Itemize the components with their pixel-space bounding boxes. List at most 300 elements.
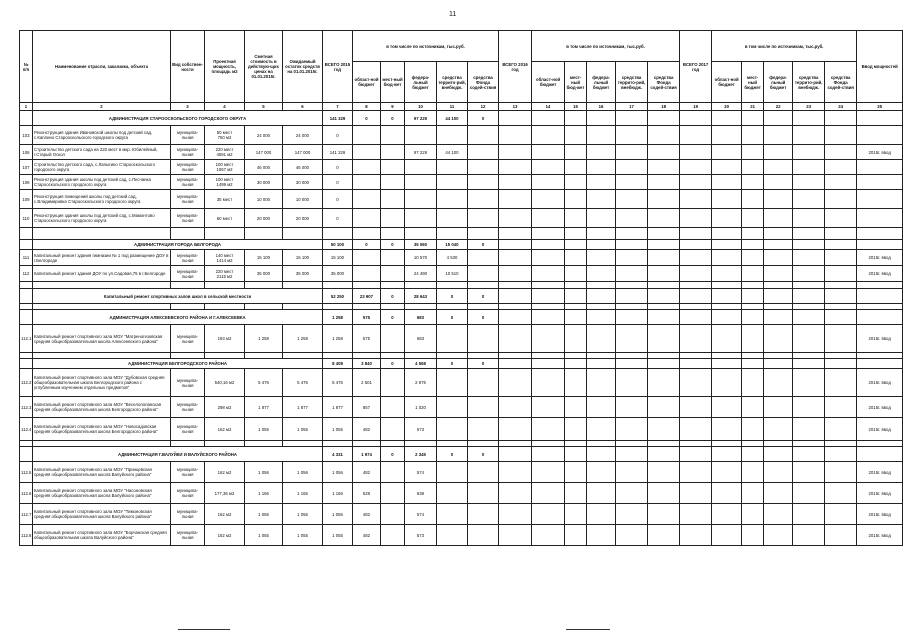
table-cell: 528 [353, 483, 381, 504]
table-cell: 10 570 [405, 250, 437, 266]
table-cell [353, 190, 381, 209]
header-name: Наименование отрасли, заказчика, объекта [33, 31, 171, 103]
object-name: Капитальный ремонт спортивного зала МОУ "Дубовская средняя общеобразовательная школа Белгородского района с углубленным изучением отдельных предметов" [33, 369, 171, 397]
table-cell [742, 359, 764, 369]
section-title: АДМИНИСТРАЦИЯ Г.ВАЛУЙКИ И ВАЛУЙСКОГО РАЙОНА [33, 447, 323, 462]
table-cell [353, 126, 381, 145]
table-cell: 1 877 [323, 397, 353, 418]
table-cell: 147 000 [245, 145, 283, 160]
table-cell: 0 [323, 190, 353, 209]
page-number: 11 [449, 11, 457, 18]
column-number: 16 [587, 103, 616, 111]
table-cell [468, 418, 499, 441]
sub-header: средства Фонда содей-ствия [825, 62, 857, 103]
table-cell: 857 [353, 397, 381, 418]
table-cell [565, 111, 587, 126]
table-cell [712, 282, 742, 289]
object-name: Реконструкция помещений школы под детский сад, с.Владимировка Старооскольского городского округа [33, 190, 171, 209]
table-cell [499, 282, 532, 289]
column-number: 5 [245, 103, 283, 111]
table-cell: 0 [323, 209, 353, 228]
sub-header: мест-ный бюд-жет [565, 62, 587, 103]
table-cell [616, 504, 648, 525]
table-cell [648, 504, 680, 525]
table-cell [532, 369, 565, 397]
table-cell [793, 282, 825, 289]
table-cell: 1 056 [283, 504, 323, 525]
table-cell [712, 240, 742, 250]
table-cell: 220 мест 4591 м2 [205, 145, 245, 160]
table-cell: 0 [437, 289, 468, 304]
table-row [20, 209, 903, 228]
section-row [20, 359, 903, 369]
commission-cell [857, 240, 903, 250]
table-cell [648, 228, 680, 240]
table-cell [532, 240, 565, 250]
object-name: Реконструкция здания школы под детский сад, с.Мамонтово Старооскольского городского округа [33, 209, 171, 228]
commission-cell [857, 289, 903, 304]
commission-cell: 2015г. ввод [857, 504, 903, 525]
table-cell [764, 418, 793, 441]
table-cell [565, 325, 587, 353]
table-cell: 2 975 [405, 369, 437, 397]
table-cell [437, 282, 468, 289]
table-cell [587, 325, 616, 353]
object-name: Капитальный ремонт спортивного зала МОУ "Насоновская средняя общеобразовательная школа Валуйского района" [33, 483, 171, 504]
table-cell [648, 190, 680, 209]
table-cell [742, 504, 764, 525]
table-cell [381, 175, 405, 190]
table-cell [405, 209, 437, 228]
table-cell [565, 190, 587, 209]
table-cell [381, 282, 405, 289]
table-cell: 46 000 [283, 160, 323, 175]
column-number: 19 [680, 103, 712, 111]
table-cell: 683 [405, 310, 437, 325]
table-cell [323, 282, 353, 289]
table-cell: 2 345 [405, 447, 437, 462]
table-cell [532, 397, 565, 418]
table-cell [648, 462, 680, 483]
table-cell [616, 250, 648, 266]
table-cell [742, 310, 764, 325]
table-cell [764, 483, 793, 504]
table-cell: муниципа-льная [171, 175, 205, 190]
table-cell [742, 369, 764, 397]
table-cell [468, 266, 499, 282]
table-cell [437, 175, 468, 190]
table-cell [825, 483, 857, 504]
table-cell: 46 000 [245, 160, 283, 175]
table-cell: 44 100 [437, 145, 468, 160]
table-cell [565, 160, 587, 175]
table-row [20, 397, 903, 418]
table-cell: 0 [437, 359, 468, 369]
table-cell [742, 289, 764, 304]
table-cell: 1 055 [245, 418, 283, 441]
table-cell [616, 483, 648, 504]
table-cell [532, 504, 565, 525]
column-number: 4 [205, 103, 245, 111]
table-cell [764, 310, 793, 325]
table-row [20, 525, 903, 546]
table-cell [587, 289, 616, 304]
footer-rule [178, 629, 230, 630]
table-cell [793, 504, 825, 525]
header-sources-2017: в том числе по источникам, тыс.руб. [712, 31, 857, 62]
table-cell [742, 145, 764, 160]
table-cell: 106 [20, 145, 33, 160]
header-remain: Ожидаемый остаток средств на 01.01.2015г. [283, 31, 323, 103]
table-cell [793, 462, 825, 483]
table-cell [764, 325, 793, 353]
table-cell: 44 100 [437, 111, 468, 126]
table-cell [680, 504, 712, 525]
table-cell [616, 462, 648, 483]
table-cell: 482 [353, 504, 381, 525]
table-cell [764, 397, 793, 418]
table-cell [712, 145, 742, 160]
table-cell: 35 мест [205, 190, 245, 209]
table-cell [437, 504, 468, 525]
table-cell: 0 [353, 240, 381, 250]
table-cell: 4 331 [323, 447, 353, 462]
table-cell [793, 250, 825, 266]
table-cell [437, 228, 468, 240]
table-cell [793, 525, 825, 546]
table-cell [587, 228, 616, 240]
table-cell [712, 160, 742, 175]
table-cell: 0 [381, 289, 405, 304]
table-cell: муниципа-льная [171, 504, 205, 525]
commission-cell: 2015г. ввод [857, 483, 903, 504]
table-cell [532, 289, 565, 304]
table-cell: 1 056 [323, 504, 353, 525]
table-cell: 193 м2 [205, 325, 245, 353]
commission-cell [857, 359, 903, 369]
table-cell: муниципа-льная [171, 483, 205, 504]
table-cell [499, 240, 532, 250]
table-cell [648, 266, 680, 282]
header-sources-2015: в том числе по источникам, тыс.руб. [353, 31, 499, 62]
table-cell [648, 397, 680, 418]
commission-cell: 2015г. ввод [857, 525, 903, 546]
table-cell [381, 504, 405, 525]
column-number: 15 [565, 103, 587, 111]
table-cell [825, 525, 857, 546]
table-cell: 23 907 [353, 289, 381, 304]
table-cell: 15 100 [245, 250, 283, 266]
table-cell [499, 418, 532, 441]
commission-cell [857, 447, 903, 462]
header-num: № п/п [20, 31, 33, 103]
column-number: 14 [532, 103, 565, 111]
table-cell: 573 [405, 418, 437, 441]
table-cell [742, 418, 764, 441]
table-cell: 0 [381, 359, 405, 369]
table-cell [499, 397, 532, 418]
table-cell: 540,16 м2 [205, 369, 245, 397]
table-cell: 5 476 [283, 369, 323, 397]
table-cell [616, 289, 648, 304]
table-cell: 112.8 [20, 525, 33, 546]
table-cell [825, 504, 857, 525]
table-cell [764, 359, 793, 369]
column-number: 1 [20, 103, 33, 111]
table-cell: 3 840 [353, 359, 381, 369]
table-cell [616, 418, 648, 441]
table-cell [764, 462, 793, 483]
column-number: 23 [793, 103, 825, 111]
table-cell: 1 056 [323, 462, 353, 483]
table-cell [712, 126, 742, 145]
table-cell [565, 209, 587, 228]
table-cell [712, 310, 742, 325]
table-cell [565, 250, 587, 266]
header-total-2017: ВСЕГО 2017 год [680, 31, 712, 103]
commission-cell [857, 126, 903, 145]
table-cell: 162 м2 [205, 418, 245, 441]
table-cell: 4 568 [405, 359, 437, 369]
table-cell: 0 [468, 310, 499, 325]
table-cell [381, 228, 405, 240]
table-cell [793, 145, 825, 160]
sub-header: област-ной бюджет [353, 62, 381, 103]
table-cell: 162 м2 [205, 504, 245, 525]
table-cell [825, 418, 857, 441]
table-row [20, 175, 903, 190]
table-cell: муниципа-льная [171, 209, 205, 228]
table-cell [565, 359, 587, 369]
table-cell [680, 447, 712, 462]
table-cell: 112.6 [20, 483, 33, 504]
table-cell [616, 369, 648, 397]
table-cell [680, 228, 712, 240]
table-cell [499, 126, 532, 145]
table-cell [587, 209, 616, 228]
table-cell [565, 282, 587, 289]
table-cell [742, 447, 764, 462]
table-cell [205, 228, 245, 240]
table-cell: 1 258 [283, 325, 323, 353]
table-cell [680, 397, 712, 418]
table-cell [405, 282, 437, 289]
header-commission: Ввод мощностей [857, 31, 903, 103]
table-cell [742, 126, 764, 145]
table-cell: 638 [405, 483, 437, 504]
table-cell [381, 525, 405, 546]
table-row [20, 126, 903, 145]
table-cell [616, 111, 648, 126]
section-title: АДМИНИСТРАЦИЯ СТАРООСКОЛЬСКОГО ГОРОДСКОГО ОКРУГА [33, 111, 323, 126]
table-cell: 0 [353, 111, 381, 126]
table-cell [499, 190, 532, 209]
table-cell [793, 111, 825, 126]
table-cell [712, 209, 742, 228]
table-cell [712, 504, 742, 525]
table-cell [825, 111, 857, 126]
commission-cell: 2015г. ввод [857, 369, 903, 397]
commission-cell [857, 175, 903, 190]
table-cell [680, 483, 712, 504]
object-name [33, 228, 171, 240]
table-cell: 573 [405, 525, 437, 546]
table-cell: 30 000 [245, 175, 283, 190]
table-cell: 0 [437, 447, 468, 462]
table-cell [616, 160, 648, 175]
table-cell [616, 228, 648, 240]
column-number: 21 [742, 103, 764, 111]
table-cell [499, 266, 532, 282]
table-cell [532, 160, 565, 175]
table-cell [712, 483, 742, 504]
table-cell: 24 000 [245, 126, 283, 145]
table-cell: муниципа-льная [171, 369, 205, 397]
table-cell [825, 228, 857, 240]
table-cell: 97 229 [405, 111, 437, 126]
table-cell [764, 266, 793, 282]
header-row-1 [20, 31, 903, 62]
table-cell: 15 100 [283, 250, 323, 266]
table-row [20, 266, 903, 282]
table-cell [648, 359, 680, 369]
table-cell [20, 228, 33, 240]
table-cell [468, 504, 499, 525]
table-cell [825, 462, 857, 483]
section-row [20, 289, 903, 304]
table-cell [712, 418, 742, 441]
spacer-row [20, 228, 903, 240]
table-cell [565, 504, 587, 525]
table-cell [648, 325, 680, 353]
object-name: Капитальный ремонт спортивного зала МОУ "Принцевская средняя общеобразовательная школа Валуйского района" [33, 462, 171, 483]
table-cell: 20 000 [283, 209, 323, 228]
table-cell [565, 310, 587, 325]
table-cell [764, 504, 793, 525]
column-number: 3 [171, 103, 205, 111]
table-cell [565, 462, 587, 483]
table-cell [353, 228, 381, 240]
table-cell [793, 175, 825, 190]
table-cell [468, 160, 499, 175]
table-cell [381, 145, 405, 160]
section-title: АДМИНИСТРАЦИЯ АЛЕКСЕЕВСКОГО РАЙОНА И Г.АЛЕКСЕЕВКА [33, 310, 323, 325]
table-cell [283, 282, 323, 289]
table-cell [712, 462, 742, 483]
table-cell [587, 126, 616, 145]
table-cell [437, 325, 468, 353]
table-row [20, 190, 903, 209]
table-cell [764, 111, 793, 126]
table-cell: 8 408 [323, 359, 353, 369]
table-row [20, 369, 903, 397]
table-cell [468, 525, 499, 546]
table-cell [587, 282, 616, 289]
table-cell [587, 462, 616, 483]
table-cell [742, 209, 764, 228]
table-cell [793, 209, 825, 228]
commission-cell: 2015г. ввод [857, 250, 903, 266]
table-cell [499, 325, 532, 353]
table-cell [712, 250, 742, 266]
table-cell [499, 359, 532, 369]
table-cell: 5 476 [323, 369, 353, 397]
table-cell: 1 258 [323, 325, 353, 353]
header-sources-2016: в том числе по источникам, тыс.руб. [532, 31, 680, 62]
table-cell [616, 209, 648, 228]
table-cell [381, 369, 405, 397]
table-row [20, 483, 903, 504]
table-row [20, 462, 903, 483]
table-cell [680, 289, 712, 304]
table-cell: 1 166 [245, 483, 283, 504]
table-cell [468, 190, 499, 209]
table-cell: 112.3 [20, 397, 33, 418]
object-name: Строительство детского сада, с.Лапыгино Старооскольского городского округа [33, 160, 171, 175]
table-cell: 0 [468, 447, 499, 462]
table-cell [587, 160, 616, 175]
table-cell: муниципа-льная [171, 462, 205, 483]
table-cell: муниципа-льная [171, 418, 205, 441]
table-cell [825, 447, 857, 462]
footer-rule [566, 629, 610, 630]
table-cell [712, 289, 742, 304]
table-cell [825, 240, 857, 250]
table-cell [532, 228, 565, 240]
table-cell [793, 160, 825, 175]
table-cell [616, 266, 648, 282]
table-cell [468, 483, 499, 504]
table-cell [171, 228, 205, 240]
table-cell [587, 397, 616, 418]
table-cell [825, 282, 857, 289]
commission-cell: 2015г. ввод [857, 462, 903, 483]
table-cell [587, 250, 616, 266]
table-cell [712, 228, 742, 240]
table-cell [353, 160, 381, 175]
table-cell [565, 525, 587, 546]
table-cell [468, 145, 499, 160]
table-cell [793, 447, 825, 462]
table-cell [499, 250, 532, 266]
table-cell [680, 126, 712, 145]
table-cell [587, 525, 616, 546]
table-cell: 5 476 [245, 369, 283, 397]
table-cell: 575 [353, 310, 381, 325]
column-number: 6 [283, 103, 323, 111]
section-title: Капитальный ремонт спортивных залов школ в сельской местности [33, 289, 323, 304]
table-cell [825, 145, 857, 160]
table-cell: муниципа-льная [171, 160, 205, 175]
section-row [20, 310, 903, 325]
commission-cell: 2015г. ввод [857, 418, 903, 441]
table-cell: муниципа-льная [171, 190, 205, 209]
table-row [20, 160, 903, 175]
table-cell [565, 289, 587, 304]
table-cell [680, 175, 712, 190]
table-cell [712, 266, 742, 282]
column-number: 13 [499, 103, 532, 111]
table-cell [499, 228, 532, 240]
table-cell: 110 [20, 209, 33, 228]
table-cell [565, 240, 587, 250]
table-cell [742, 240, 764, 250]
table-cell [616, 282, 648, 289]
object-name: Строительство детского сада на 220 мест в мкр. Юбилейный, г.Старый Оскол [33, 145, 171, 160]
table-cell [587, 447, 616, 462]
table-cell: 0 [468, 289, 499, 304]
table-cell [468, 228, 499, 240]
